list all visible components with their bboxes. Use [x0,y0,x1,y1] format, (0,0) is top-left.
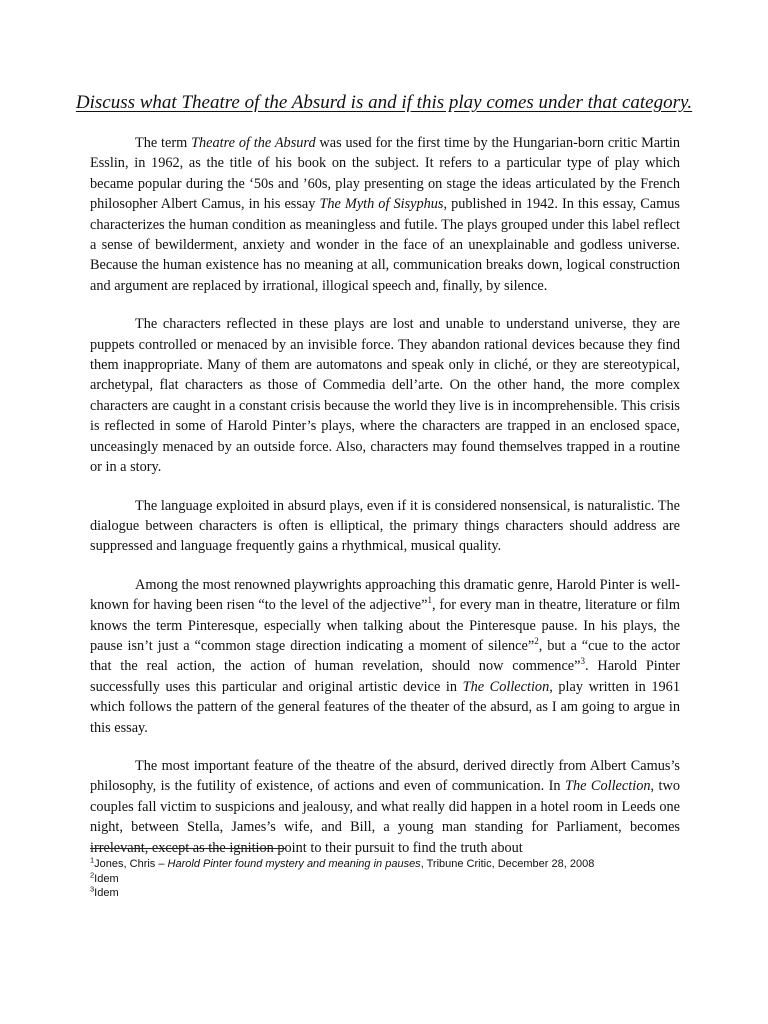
footnote-text: Idem [94,872,119,885]
paragraph-text: , two couples fall victim to suspicions and jealousy, and what really did happen in a hotel room in Leeds one night, between Stella, James’s wife, and Bill, a young man standing for Parliament, becomes irrelevant, except as the ignition point to their pursuit to find the truth about [90,778,680,856]
italic-title: The Collection [565,778,651,795]
paragraph-1 [90,133,680,296]
footnote-italic-title: Harold Pinter found mystery and meaning in pauses [167,858,421,870]
paragraph-5 [90,756,680,858]
footnote-text: Idem [94,887,119,899]
paragraph-text: , but a “cue to the actor that the real action, the action of human revelation, should now commence” [90,637,680,675]
footnote-text: Jones, Chris – [94,858,168,870]
paragraph-text: The most important feature of the theatre of the absurd, derived directly from Albert Camus’s philosophy, is the futility of existence, of actions and even of communication. In [90,757,680,795]
footnote-1 [90,857,690,872]
footnote-2 [90,869,690,887]
paragraph-2: The characters reflected in these plays are lost and unable to understand universe, they are puppets controlled or menaced by an invisible force. They abandon rational devices because they find them inappropriate. Many of them are automatons and speak only in cliché, or they are stereotypical, archetypal, flat characters as those of Commedia dell’arte. On the other hand, the more complex characters are caught in a constant crisis because the world they live is in incomprehensible. This crisis is reflected in some of Harold Pinter’s plays, where the characters are trapped in an enclosed space, unceasingly menaced by an outside force. Also, characters may found themselves trapped in a routine or in a story. [90,316,680,476]
essay-title: Discuss what Theatre of the Absurd is and if this play comes under that category. [75,92,693,113]
footnote-number: 2 [90,869,95,879]
paragraph-text: , published in 1942. In this essay, Camus characterizes the human condition as meaningless and futile. The plays grouped under this label reflect a sense of bewilderment, anxiety and wonder in the face of an unexplainable and godless universe. Because the human existence has no meaning at all, communication breaks down, logical construction and argument are replaced by irrational, illogical speech and, finally, by silence. [90,196,680,294]
paragraph-3: The language exploited in absurd plays, even if it is considered nonsensical, is naturalistic. The dialogue between characters is often is elliptical, the primary things characters should address are suppressed and language frequently gains a rhythmical, musical quality. [90,497,680,555]
footnote-number: 1 [90,855,95,865]
footnotes [90,857,690,901]
paragraph-4 [90,575,680,738]
footnote-text: , Tribune Critic, December 28, 2008 [420,858,595,870]
footnote-ref-1: 1 [427,595,432,606]
paragraph-text: Among the most renowned playwrights approaching this dramatic genre, Harold Pinter is well-known for having been risen “to the level of the adjective” [90,576,680,614]
paragraph-text: The term [135,135,192,151]
essay-body [90,133,680,858]
paragraph-text: . Harold Pinter successfully uses this particular and original artistic device in [90,658,681,695]
italic-term: Theatre of the Absurd [191,135,316,151]
paragraph-text: , for every man in theatre, literature or film knows the term Pinteresque, especially when talking about the Pinteresque pause. In his plays, the pause isn’t just a “common stage direction indicating a moment of silence” [90,597,680,654]
footnote-number: 3 [90,884,95,894]
paragraph-text: was used for the first time by the Hungarian-born critic Martin Esslin, in 1962, as the title of his book on the subject. It refers to a particular type of play which became popular during the ‘50s and ’60s, play presenting on stage the ideas articulated by the French philosopher Albert Camus, in his essay [90,135,680,213]
footnote-ref-3: 3 [580,656,585,667]
footnote-separator [90,848,286,849]
paragraph-text: , play written in 1961 which follows the pattern of the general features of the theater of the absurd, as I am going to argue in this essay. [90,678,680,736]
footnote-ref-2: 2 [534,636,539,647]
italic-title: The Myth of Sisyphus [319,196,444,213]
italic-title: The Collection [462,678,550,695]
footnote-3 [90,886,690,901]
